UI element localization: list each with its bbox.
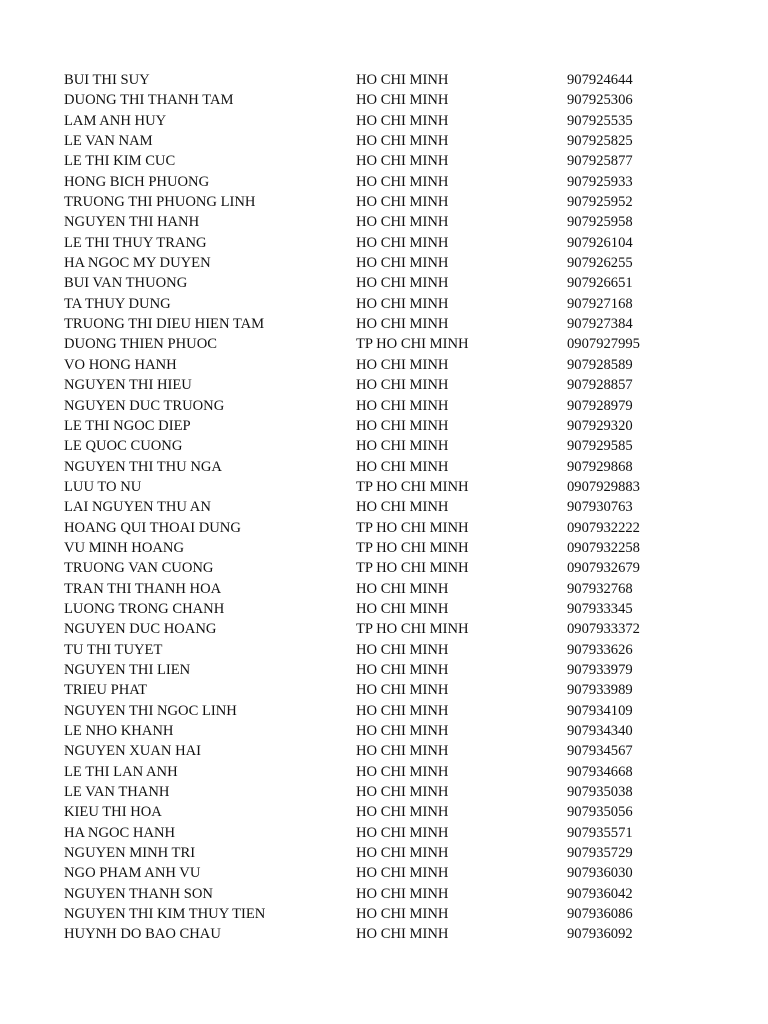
- table-row: [64, 538, 704, 558]
- table-row: [64, 294, 704, 314]
- name-cell: VO HONG HANH: [64, 356, 177, 373]
- table-row: [64, 823, 704, 843]
- name-cell: TA THUY DUNG: [64, 295, 171, 312]
- phone-cell: 907930763: [567, 499, 633, 516]
- table-row: [64, 355, 704, 375]
- name-cell: LE THI THUY TRANG: [64, 234, 207, 251]
- name-cell: BUI VAN THUONG: [64, 275, 188, 292]
- city-cell: HO CHI MINH: [356, 641, 449, 658]
- name-cell: DUONG THIEN PHUOC: [64, 336, 217, 353]
- table-row: [64, 843, 704, 863]
- phone-cell: 907926255: [567, 255, 633, 272]
- phone-cell: 907929585: [567, 438, 633, 455]
- city-cell: HO CHI MINH: [356, 743, 449, 760]
- phone-cell: 907925535: [567, 112, 633, 129]
- city-cell: HO CHI MINH: [356, 845, 449, 862]
- city-cell: HO CHI MINH: [356, 173, 449, 190]
- city-cell: HO CHI MINH: [356, 661, 449, 678]
- name-cell: NGUYEN THI HIEU: [64, 377, 192, 394]
- phone-cell: 907925306: [567, 92, 633, 109]
- name-cell: VU MINH HOANG: [64, 539, 184, 556]
- phone-cell: 907935729: [567, 845, 633, 862]
- table-row: [64, 802, 704, 822]
- phone-cell: 907927384: [567, 316, 633, 333]
- name-cell: NGUYEN THI KIM THUY TIEN: [64, 906, 266, 923]
- table-row: [64, 619, 704, 639]
- name-cell: LUONG TRONG CHANH: [64, 600, 225, 617]
- city-cell: HO CHI MINH: [356, 397, 449, 414]
- name-cell: NGO PHAM ANH VU: [64, 865, 201, 882]
- city-cell: TP HO CHI MINH: [356, 621, 469, 638]
- name-cell: LAM ANH HUY: [64, 112, 167, 129]
- phone-cell: 907934668: [567, 763, 633, 780]
- phone-cell: 907929868: [567, 458, 633, 475]
- city-cell: HO CHI MINH: [356, 356, 449, 373]
- city-cell: HO CHI MINH: [356, 702, 449, 719]
- name-cell: NGUYEN MINH TRI: [64, 845, 196, 862]
- table-row: [64, 884, 704, 904]
- table-row: [64, 680, 704, 700]
- table-row: [64, 579, 704, 599]
- table-row: [64, 436, 704, 456]
- name-cell: LE QUOC CUONG: [64, 438, 183, 455]
- name-cell: TRUONG VAN CUONG: [64, 560, 214, 577]
- name-cell: LE VAN NAM: [64, 133, 153, 150]
- phone-cell: 0907932222: [567, 519, 640, 536]
- phone-cell: 907927168: [567, 295, 633, 312]
- table-row: [64, 721, 704, 741]
- phone-cell: 907925958: [567, 214, 633, 231]
- name-cell: DUONG THI THANH TAM: [64, 92, 234, 109]
- phone-cell: 907928979: [567, 397, 633, 414]
- table-row: [64, 762, 704, 782]
- city-cell: HO CHI MINH: [356, 255, 449, 272]
- table-row: [64, 111, 704, 131]
- name-cell: HUYNH DO BAO CHAU: [64, 926, 221, 943]
- phone-cell: 907924644: [567, 72, 633, 88]
- name-cell: HONG BICH PHUONG: [64, 173, 210, 190]
- phone-cell: 0907932258: [567, 539, 640, 556]
- table-row: [64, 518, 704, 538]
- contact-list: [64, 70, 704, 945]
- name-cell: TRIEU PHAT: [64, 682, 148, 699]
- city-cell: HO CHI MINH: [356, 580, 449, 597]
- name-cell: HA NGOC MY DUYEN: [64, 255, 211, 272]
- city-cell: TP HO CHI MINH: [356, 560, 469, 577]
- phone-cell: 0907929883: [567, 478, 640, 495]
- phone-cell: 0907932679: [567, 560, 640, 577]
- city-cell: HO CHI MINH: [356, 824, 449, 841]
- phone-cell: 907936086: [567, 906, 633, 923]
- city-cell: HO CHI MINH: [356, 214, 449, 231]
- table-row: [64, 172, 704, 192]
- phone-cell: 907925933: [567, 173, 633, 190]
- name-cell: NGUYEN THI HANH: [64, 214, 200, 231]
- name-cell: TRAN THI THANH HOA: [64, 580, 222, 597]
- city-cell: TP HO CHI MINH: [356, 478, 469, 495]
- table-row: [64, 131, 704, 151]
- name-cell: LE VAN THANH: [64, 784, 170, 801]
- city-cell: HO CHI MINH: [356, 804, 449, 821]
- table-row: [64, 314, 704, 334]
- name-cell: NGUYEN XUAN HAI: [64, 743, 202, 760]
- table-row: [64, 70, 704, 90]
- name-cell: TU THI TUYET: [64, 641, 163, 658]
- table-row: [64, 497, 704, 517]
- city-cell: HO CHI MINH: [356, 72, 449, 88]
- table-row: [64, 782, 704, 802]
- phone-cell: 907935571: [567, 824, 633, 841]
- name-cell: LUU TO NU: [64, 478, 142, 495]
- phone-cell: 907926104: [567, 234, 633, 251]
- phone-cell: 907933989: [567, 682, 633, 699]
- city-cell: HO CHI MINH: [356, 723, 449, 739]
- name-cell: NGUYEN THANH SON: [64, 885, 213, 902]
- table-row: [64, 253, 704, 273]
- table-row: [64, 558, 704, 578]
- phone-cell: 907934340: [567, 723, 633, 739]
- phone-cell: 907934109: [567, 702, 633, 719]
- name-cell: NGUYEN THI THU NGA: [64, 458, 222, 475]
- city-cell: TP HO CHI MINH: [356, 336, 469, 353]
- city-cell: HO CHI MINH: [356, 194, 449, 211]
- city-cell: HO CHI MINH: [356, 377, 449, 394]
- city-cell: HO CHI MINH: [356, 417, 449, 434]
- phone-cell: 907933979: [567, 661, 633, 678]
- phone-cell: 907925825: [567, 133, 633, 150]
- name-cell: HA NGOC HANH: [64, 824, 176, 841]
- table-row: [64, 640, 704, 660]
- table-row: [64, 212, 704, 232]
- phone-cell: 907936030: [567, 865, 633, 882]
- phone-cell: 907926651: [567, 275, 633, 292]
- table-row: [64, 273, 704, 293]
- phone-cell: 907933626: [567, 641, 633, 658]
- city-cell: HO CHI MINH: [356, 275, 449, 292]
- table-row: [64, 151, 704, 171]
- name-cell: LE THI NGOC DIEP: [64, 417, 191, 434]
- city-cell: HO CHI MINH: [356, 682, 449, 699]
- city-cell: HO CHI MINH: [356, 885, 449, 902]
- table-row: [64, 233, 704, 253]
- table-row: [64, 741, 704, 761]
- name-cell: NGUYEN THI NGOC LINH: [64, 702, 237, 719]
- name-cell: LE THI LAN ANH: [64, 763, 178, 780]
- phone-cell: 907929320: [567, 417, 633, 434]
- city-cell: HO CHI MINH: [356, 133, 449, 150]
- city-cell: HO CHI MINH: [356, 926, 449, 943]
- table-row: [64, 416, 704, 436]
- name-cell: TRUONG THI PHUONG LINH: [64, 194, 256, 211]
- table-row: [64, 599, 704, 619]
- city-cell: HO CHI MINH: [356, 458, 449, 475]
- city-cell: HO CHI MINH: [356, 784, 449, 801]
- phone-cell: 907934567: [567, 743, 633, 760]
- city-cell: HO CHI MINH: [356, 499, 449, 516]
- name-cell: TRUONG THI DIEU HIEN TAM: [64, 316, 265, 333]
- phone-cell: 907932768: [567, 580, 633, 597]
- phone-cell: 907933345: [567, 600, 633, 617]
- city-cell: HO CHI MINH: [356, 438, 449, 455]
- city-cell: HO CHI MINH: [356, 153, 449, 170]
- table-row: [64, 904, 704, 924]
- phone-cell: 907935038: [567, 784, 633, 801]
- city-cell: TP HO CHI MINH: [356, 539, 469, 556]
- table-row: [64, 90, 704, 110]
- table-row: [64, 334, 704, 354]
- city-cell: HO CHI MINH: [356, 112, 449, 129]
- phone-cell: 0907927995: [567, 336, 640, 353]
- city-cell: HO CHI MINH: [356, 763, 449, 780]
- table-row: [64, 701, 704, 721]
- phone-cell: 907936042: [567, 885, 633, 902]
- name-cell: NGUYEN DUC TRUONG: [64, 397, 225, 414]
- phone-cell: 907925877: [567, 153, 633, 170]
- name-cell: LAI NGUYEN THU AN: [64, 499, 211, 516]
- table-row: [64, 863, 704, 883]
- city-cell: HO CHI MINH: [356, 234, 449, 251]
- table-row: [64, 660, 704, 680]
- name-cell: NGUYEN THI LIEN: [64, 661, 191, 678]
- phone-cell: 907928857: [567, 377, 633, 394]
- city-cell: HO CHI MINH: [356, 865, 449, 882]
- city-cell: HO CHI MINH: [356, 295, 449, 312]
- city-cell: HO CHI MINH: [356, 600, 449, 617]
- name-cell: LE THI KIM CUC: [64, 153, 176, 170]
- table-row: [64, 375, 704, 395]
- table-row: [64, 457, 704, 477]
- city-cell: HO CHI MINH: [356, 92, 449, 109]
- city-cell: HO CHI MINH: [356, 316, 449, 333]
- table-row: [64, 396, 704, 416]
- table-row: [64, 477, 704, 497]
- name-cell: NGUYEN DUC HOANG: [64, 621, 217, 638]
- name-cell: KIEU THI HOA: [64, 804, 162, 821]
- city-cell: HO CHI MINH: [356, 906, 449, 923]
- phone-cell: 907936092: [567, 926, 633, 943]
- name-cell: BUI THI SUY: [64, 72, 150, 88]
- name-cell: LE NHO KHANH: [64, 723, 174, 739]
- phone-cell: 907935056: [567, 804, 633, 821]
- table-row: [64, 924, 704, 944]
- city-cell: TP HO CHI MINH: [356, 519, 469, 536]
- phone-cell: 0907933372: [567, 621, 640, 638]
- phone-cell: 907925952: [567, 194, 633, 211]
- name-cell: HOANG QUI THOAI DUNG: [64, 519, 241, 536]
- table-row: [64, 192, 704, 212]
- phone-cell: 907928589: [567, 356, 633, 373]
